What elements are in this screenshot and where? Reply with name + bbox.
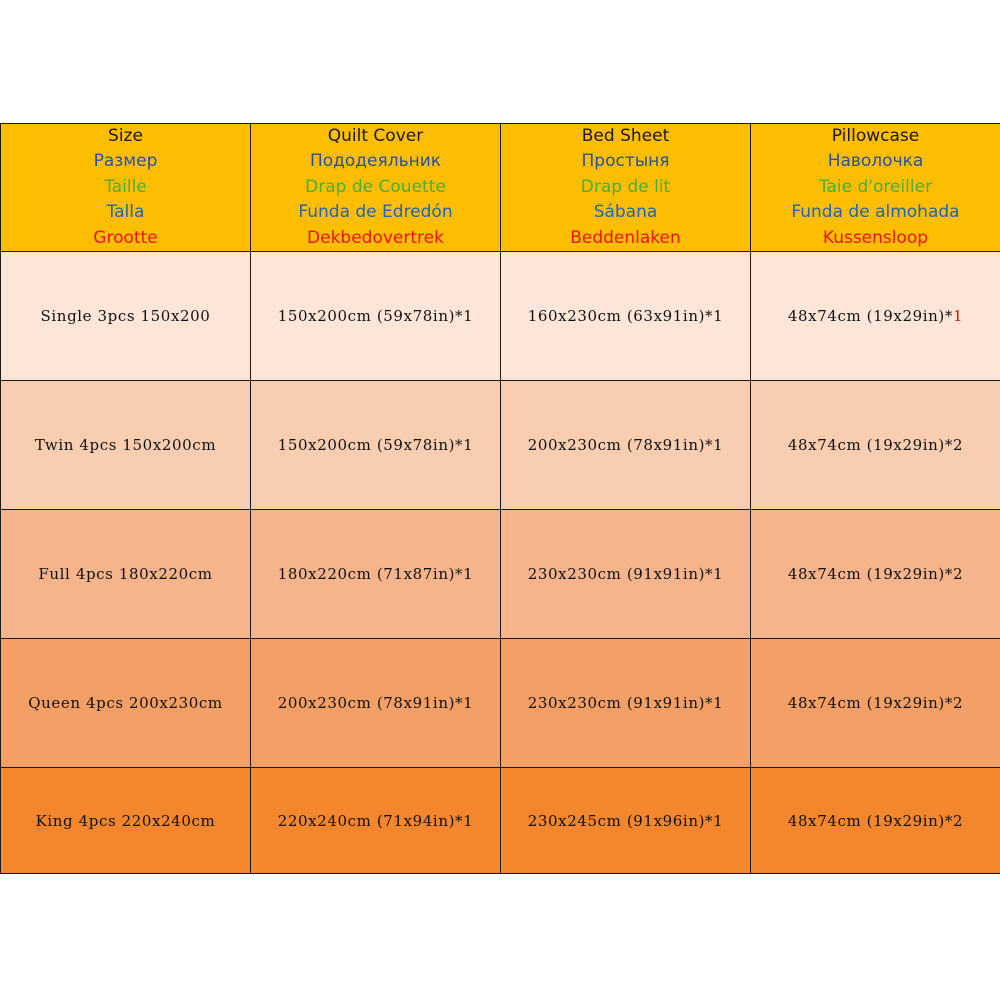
pillowcase-dimensions: 48x74cm (19x29in)* [787, 565, 953, 584]
cell-quilt-cover: 180x220cm (71x87in)*1 [251, 510, 501, 639]
cell-size: Twin 4pcs 150x200cm [1, 381, 251, 510]
header-quilt-cover-es: Funda de Edredón [298, 202, 453, 223]
cell-pillowcase [751, 510, 1000, 639]
header-bed-sheet-en: Bed Sheet [581, 126, 670, 146]
pillowcase-dimensions: 48x74cm (19x29in)* [787, 694, 953, 713]
cell-size: Full 4pcs 180x220cm [1, 510, 251, 639]
header-size-nl: Grootte [93, 227, 158, 248]
cell-bed-sheet: 200x230cm (78x91in)*1 [501, 381, 751, 510]
header-size-fr: Taille [104, 176, 147, 197]
pillowcase-dimensions: 48x74cm (19x29in)* [787, 436, 953, 455]
cell-quilt-cover: 200x230cm (78x91in)*1 [251, 639, 501, 768]
cell-size: Queen 4pcs 200x230cm [1, 639, 251, 768]
header-row [1, 124, 1000, 252]
cell-pillowcase [751, 639, 1000, 768]
pillowcase-quantity: 2 [952, 811, 964, 830]
header-quilt-cover-en: Quilt Cover [327, 126, 424, 146]
cell-bed-sheet: 230x230cm (91x91in)*1 [501, 510, 751, 639]
cell-size: Single 3pcs 150x200 [1, 252, 251, 381]
pillowcase-dimensions: 48x74cm (19x29in)* [787, 307, 953, 326]
cell-bed-sheet: 230x230cm (91x91in)*1 [501, 639, 751, 768]
cell-quilt-cover: 150x200cm (59x78in)*1 [251, 381, 501, 510]
header-bed-sheet-ru: Простыня [581, 151, 670, 172]
header-pillowcase [751, 124, 1000, 252]
cell-size: King 4pcs 220x240cm [1, 768, 251, 874]
pillowcase-quantity: 1 [952, 307, 964, 326]
header-quilt-cover [251, 124, 501, 252]
cell-quilt-cover: 150x200cm (59x78in)*1 [251, 252, 501, 381]
pillowcase-quantity: 2 [952, 565, 964, 584]
pillowcase-quantity: 2 [952, 436, 964, 455]
header-bed-sheet-es: Sábana [593, 202, 658, 223]
table-row-king [1, 768, 1000, 874]
table-row-twin [1, 381, 1000, 510]
header-pillowcase-ru: Наволочка [827, 151, 924, 172]
header-bed-sheet-nl: Beddenlaken [570, 227, 681, 248]
table-row-full [1, 510, 1000, 639]
header-size-es: Talla [106, 202, 145, 223]
pillowcase-dimensions: 48x74cm (19x29in)* [787, 811, 953, 830]
header-bed-sheet [501, 124, 751, 252]
table-row-single [1, 252, 1000, 381]
table-row-queen [1, 639, 1000, 768]
cell-quilt-cover: 220x240cm (71x94in)*1 [251, 768, 501, 874]
header-pillowcase-en: Pillowcase [831, 126, 920, 146]
size-chart-table [0, 123, 1000, 874]
header-size [1, 124, 251, 252]
cell-bed-sheet: 230x245cm (91x96in)*1 [501, 768, 751, 874]
header-pillowcase-nl: Kussensloop [822, 227, 929, 248]
header-quilt-cover-ru: Пододеяльник [309, 151, 442, 172]
cell-bed-sheet: 160x230cm (63x91in)*1 [501, 252, 751, 381]
pillowcase-quantity: 2 [952, 694, 964, 713]
cell-pillowcase [751, 768, 1000, 874]
cell-pillowcase [751, 252, 1000, 381]
cell-pillowcase [751, 381, 1000, 510]
header-pillowcase-es: Funda de almohada [791, 202, 960, 223]
header-size-ru: Размер [93, 151, 158, 172]
header-bed-sheet-fr: Drap de lit [580, 176, 671, 197]
header-quilt-cover-fr: Drap de Couette [305, 176, 446, 197]
header-size-en: Size [108, 126, 143, 146]
header-pillowcase-fr: Taie d'oreiller [818, 176, 933, 197]
header-quilt-cover-nl: Dekbedovertrek [307, 227, 444, 248]
